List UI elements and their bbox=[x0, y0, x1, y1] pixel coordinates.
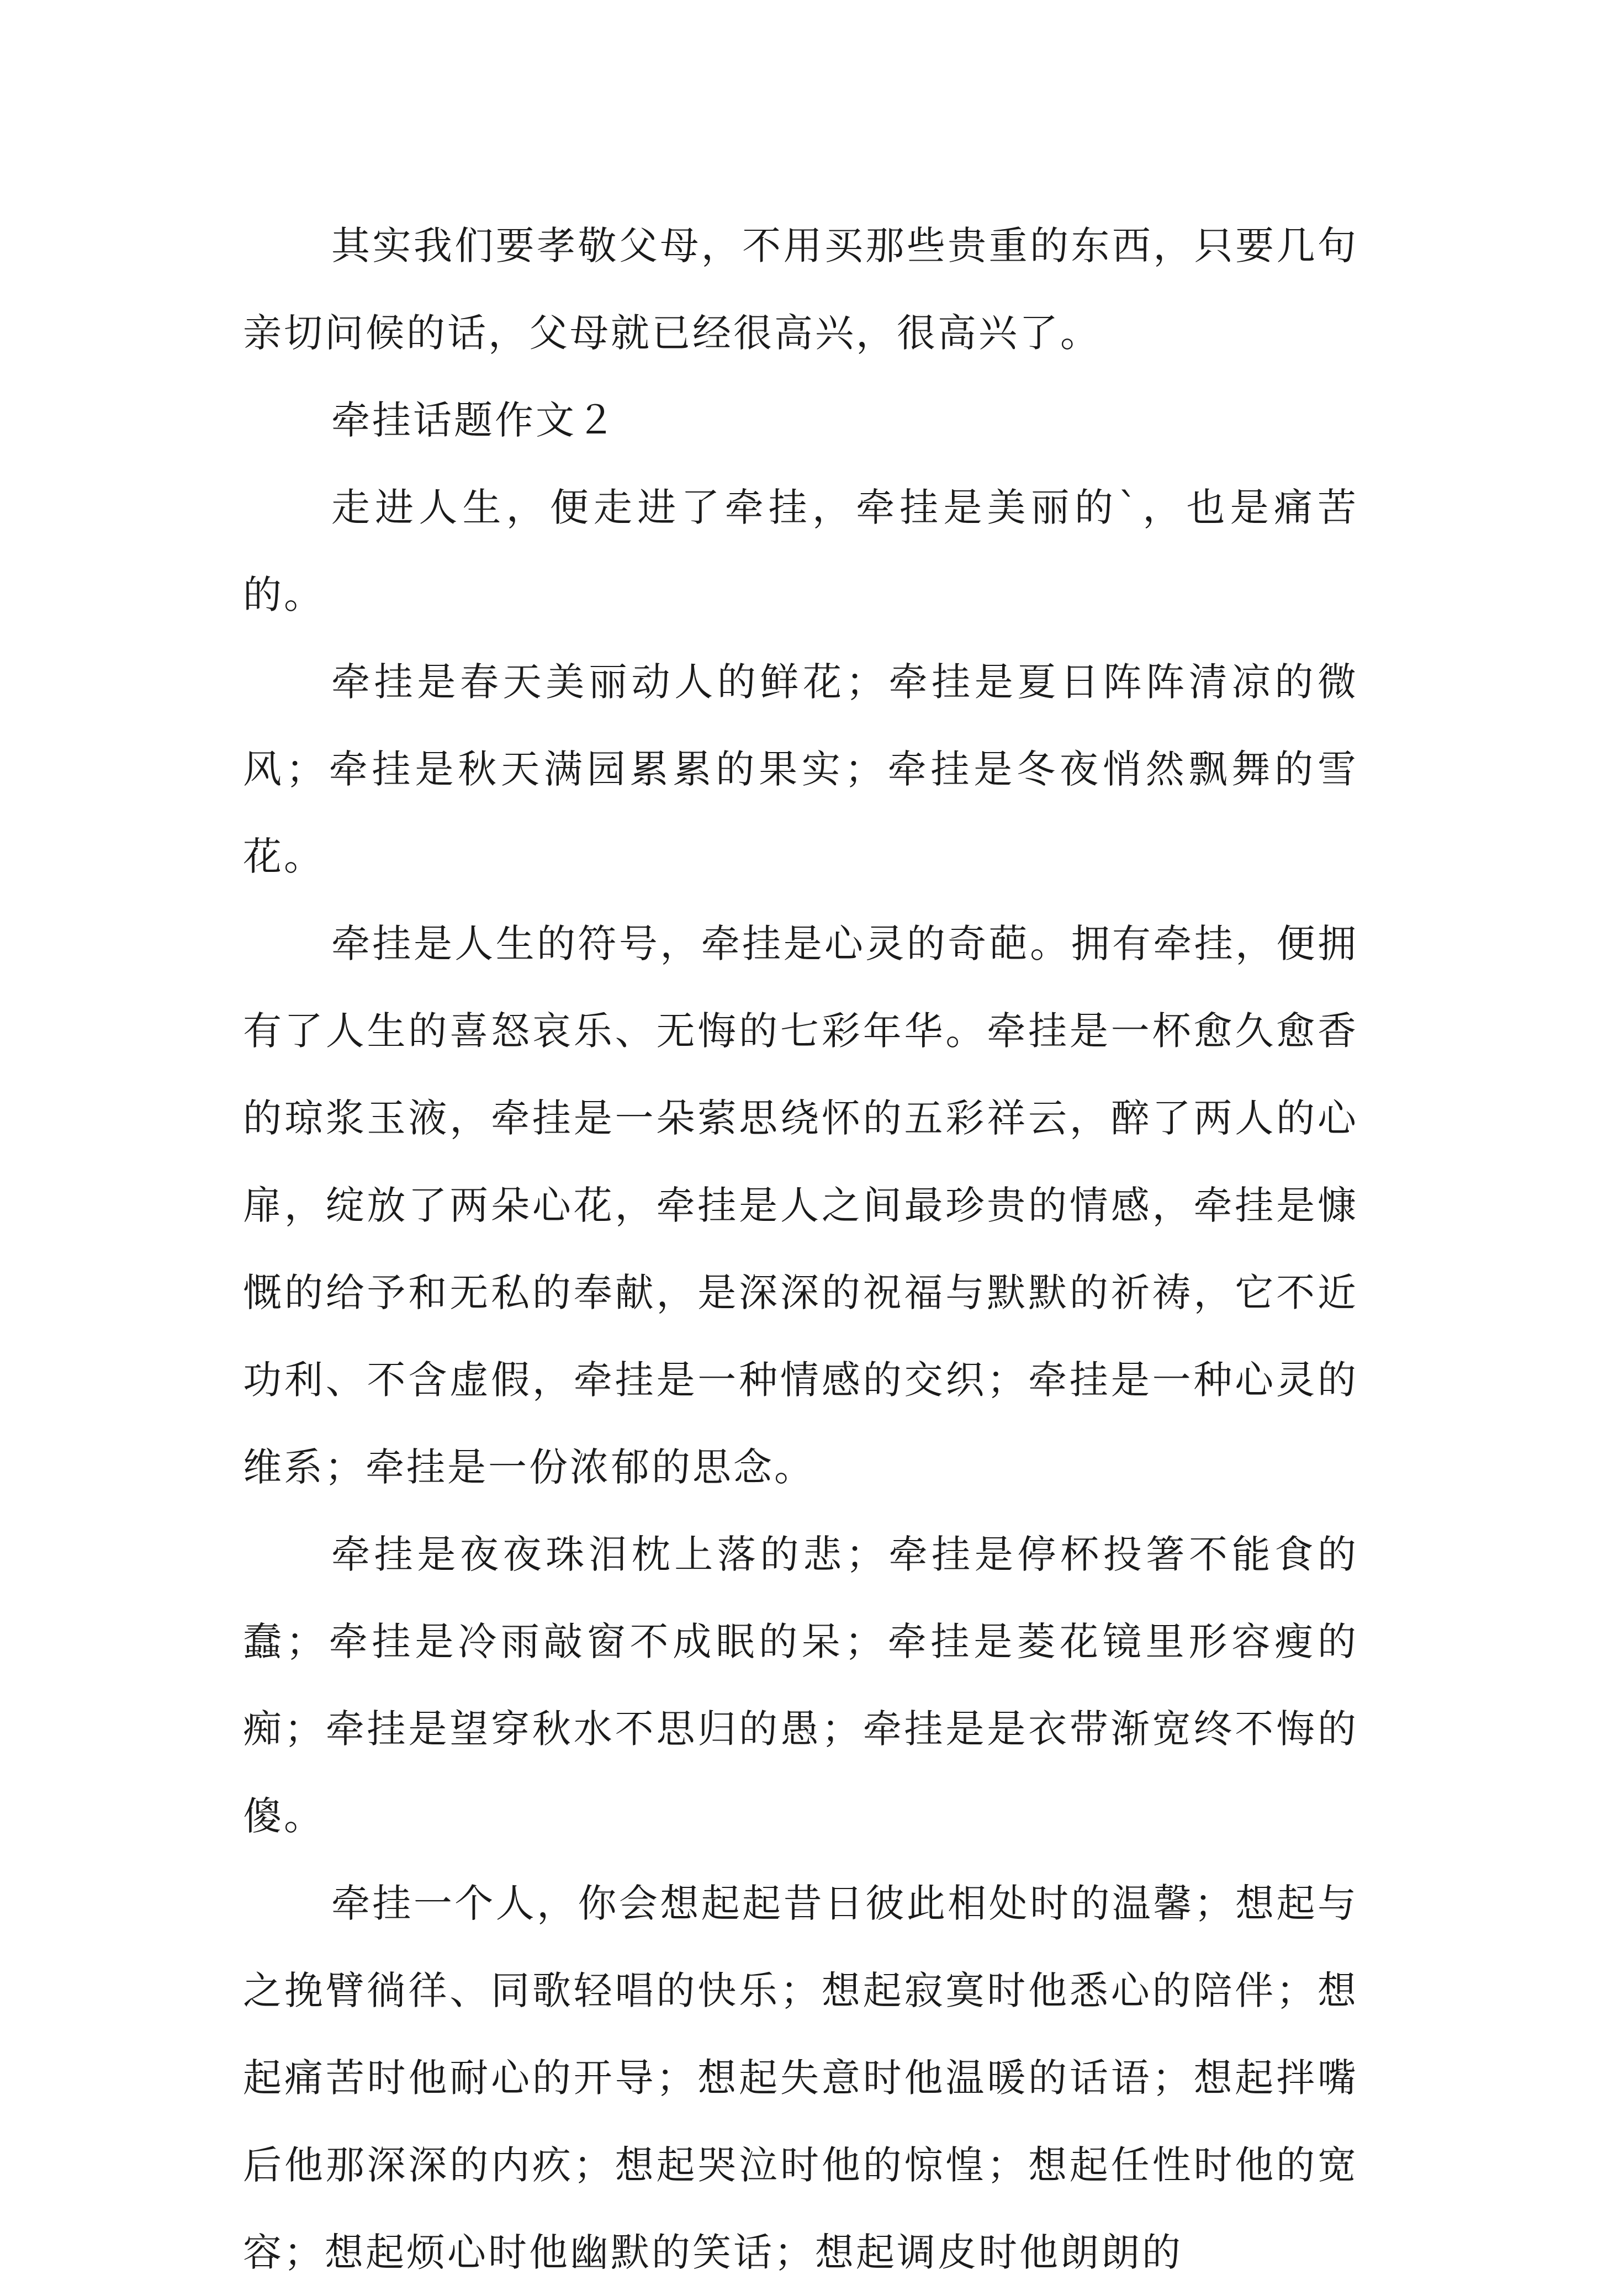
paragraph-4: 牵挂是人生的符号，牵挂是心灵的奇葩。拥有牵挂，便拥有了人生的喜怒哀乐、无悔的七彩年华。牵挂是一杯愈久愈香的琼浆玉液，牵挂是一朵萦思绕怀的五彩祥云，醉了两人的心扉，绽放了两朵心花，牵挂是人之间最珍贵的情感，牵挂是慷慨的给予和无私的奉献，是深深的祝福与默默的祈祷，它不近功利、不含虚假，牵挂是一种情感的交织；牵挂是一种心灵的维系；牵挂是一份浓郁的思念。 bbox=[243, 921, 1358, 1490]
essay-title: 牵挂话题作文２ bbox=[331, 398, 617, 443]
paragraph-1: 其实我们要孝敬父母，不用买那些贵重的东西，只要几句亲切问候的话，父母就已经很高兴，很高兴了。 bbox=[243, 223, 1358, 356]
paragraph-2: 走进人生，便走进了牵挂，牵挂是美丽的`，也是痛苦的。 bbox=[243, 485, 1358, 617]
document-body bbox=[243, 202, 1358, 2296]
paragraph-3: 牵挂是春天美丽动人的鲜花；牵挂是夏日阵阵清凉的微风；牵挂是秋天满园累累的果实；牵挂是冬夜悄然飘舞的雪花。 bbox=[243, 659, 1358, 879]
paragraph-5: 牵挂是夜夜珠泪枕上落的悲；牵挂是停杯投箸不能食的蠢；牵挂是冷雨敲窗不成眠的呆；牵挂是菱花镜里形容瘦的痴；牵挂是望穿秋水不思归的愚；牵挂是是衣带渐宽终不悔的傻。 bbox=[243, 1532, 1358, 1839]
paragraph-6: 牵挂一个人，你会想起起昔日彼此相处时的温馨；想起与之挽臂徜徉、同歌轻唱的快乐；想起寂寞时他悉心的陪伴；想起痛苦时他耐心的开导；想起失意时他温暖的话语；想起拌嘴后他那深深的内疚；想起哭泣时他的惊惶；想起任性时他的宽容；想起烦心时他幽默的笑话；想起调皮时他朗朗的 bbox=[243, 1881, 1358, 2275]
